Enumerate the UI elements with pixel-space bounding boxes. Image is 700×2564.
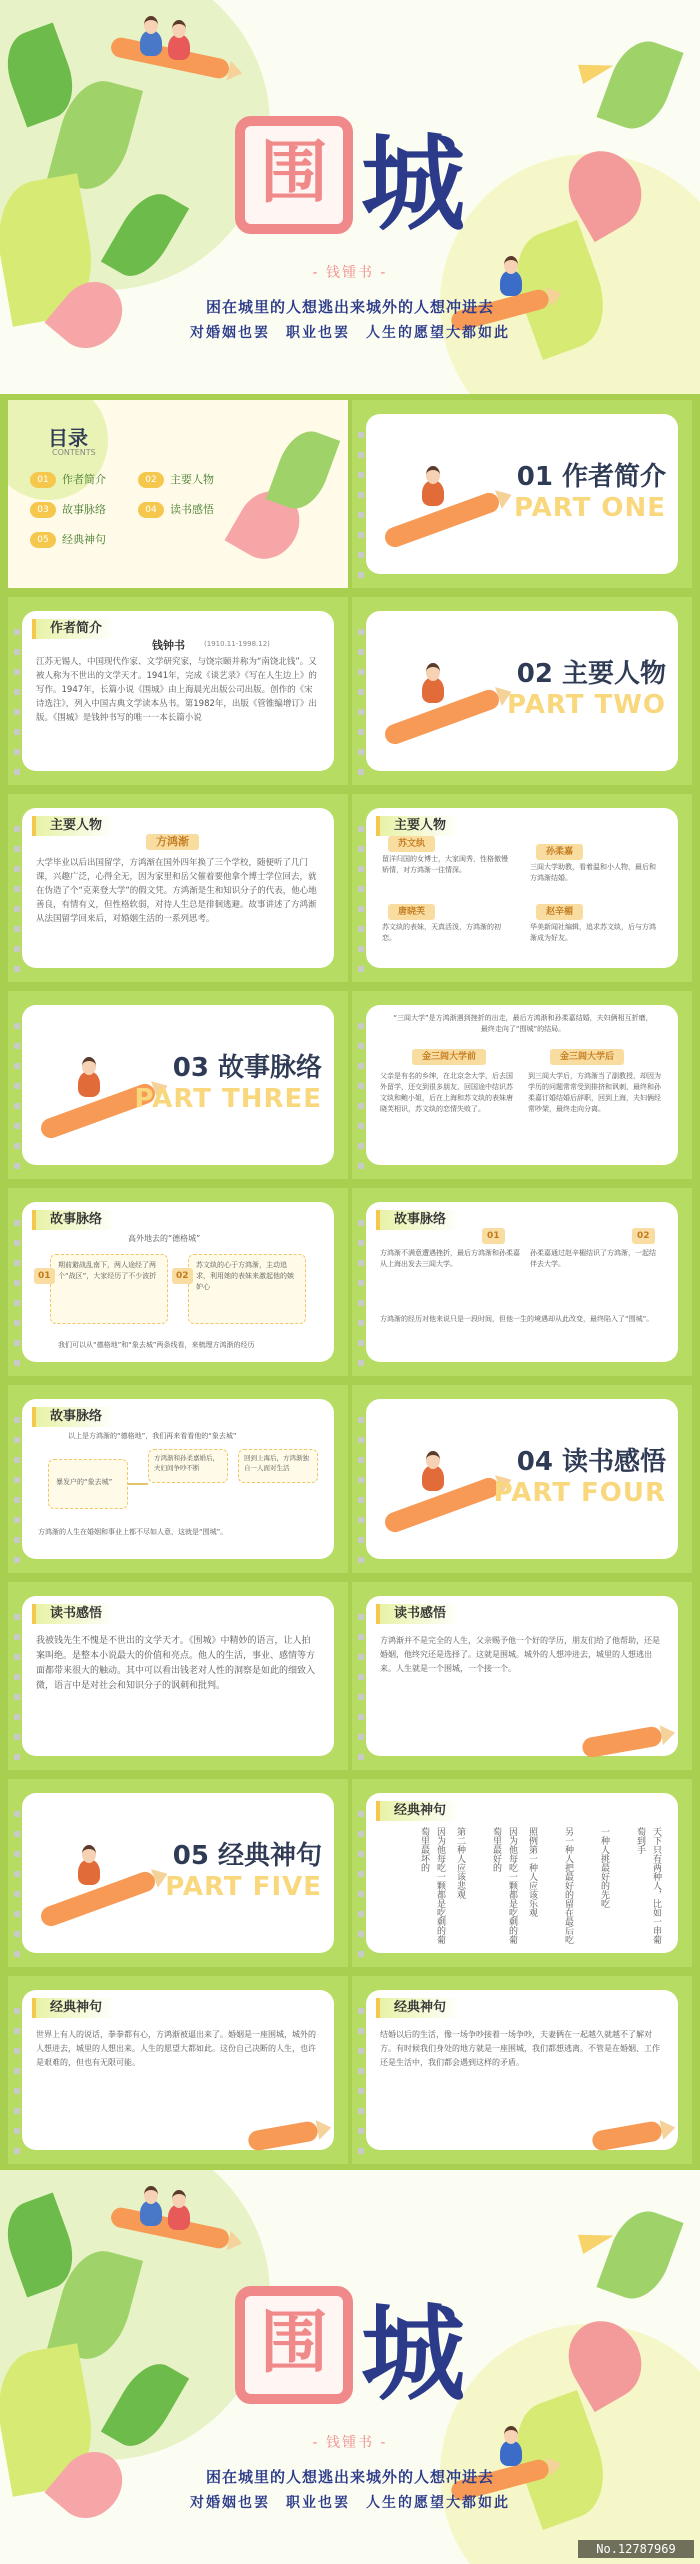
- section-number: 03 故事脉络: [172, 1053, 322, 1083]
- story-mid-1: 方鸿渐和孙柔嘉婚后，夫妇间争吵不断: [154, 1454, 219, 1472]
- slide-header: 主要人物: [32, 816, 116, 836]
- story-left: 方鸿渐不满意遭遇挫折，最后方鸿渐和孙柔嘉从上海出发去三闾大学。: [380, 1249, 520, 1268]
- slide-header: 故事脉络: [376, 1210, 460, 1230]
- story-tag: 01: [482, 1228, 505, 1244]
- title-char-2: 城: [360, 123, 465, 245]
- toc-number: 04: [138, 502, 164, 518]
- quote-column: 天下只有两种人，比如一串葡萄到手: [635, 1827, 661, 1944]
- story-left: 父亲是有名的乡绅，在北京念大学，后去国外留学，还交到很多朋友，回国途中结识苏文纨和鲍小姐，后在上海和苏文纨的表妹唐晓芙相识，苏文纨的恋情失败了。: [380, 1072, 513, 1113]
- kid-icon: [78, 1071, 100, 1097]
- slide-header: 作者简介: [32, 619, 116, 639]
- person-tag: 方鸿渐: [146, 834, 199, 850]
- author-slide: [8, 597, 348, 785]
- story-mid-2: 回到上海后，方鸿渐独自一人面对生活: [244, 1454, 309, 1472]
- quotes-slide-1: [352, 1779, 692, 1967]
- box-text: 苏文纨的心于方鸿渐，主动追求，利用她的表妹来激起他的嫉妒心: [196, 1261, 294, 1291]
- toc-number: 02: [138, 472, 164, 488]
- section-number: 02 主要人物: [516, 659, 666, 689]
- section-number: 05 经典神句: [172, 1841, 322, 1871]
- person-tag: 苏文纨: [388, 836, 435, 852]
- box-number: 01: [34, 1268, 55, 1284]
- kid-icon: [168, 2204, 190, 2230]
- person-text: 三闾大学助教，看着温和小人物，最后和方鸿渐结婚。: [530, 863, 656, 882]
- story-tag: 02: [632, 1228, 655, 1244]
- people-slide-1: [8, 794, 348, 982]
- story-left-label: 暴发户的“象去城”: [56, 1478, 113, 1486]
- kid-icon: [78, 1859, 100, 1885]
- quote-column: 因为他每吃一颗都是吃剩的葡萄里最好的: [491, 1827, 517, 1944]
- quote-column: 另一种人把最好的留在最后吃: [563, 1827, 573, 1944]
- box-number: 02: [172, 1268, 193, 1284]
- section-english: PART FOUR: [493, 1478, 666, 1508]
- kid-icon: [140, 30, 162, 56]
- cover-subtitle-1: 困在城里的人想逃出来城外的人想冲进去: [205, 2468, 494, 2486]
- story-tag: 金三闾大学前: [412, 1049, 486, 1065]
- toc-item-1[interactable]: [30, 470, 106, 490]
- toc-label: 故事脉络: [62, 503, 106, 516]
- story-bottom: 方鸿渐的人生在婚姻和事业上都不尽如人意，这就是“围城”。: [38, 1528, 228, 1536]
- person-tag: 唐晓芙: [388, 904, 435, 920]
- quote-text: 世界上有人的说话，拳拳都有心，方鸿渐被逼出来了。婚姻是一座围城，城外的人想进去，城里的人想出来。人生的愿望大都如此。这份自己决断的人生，也许是艰难的，但也有无限可能。: [36, 2030, 316, 2067]
- person-tag: 孙柔嘉: [536, 844, 583, 860]
- reading-slide-2: [352, 1582, 692, 1770]
- section-heading: [165, 1835, 322, 1902]
- toc-number: 05: [30, 532, 56, 548]
- quotes-slide-3: [352, 1976, 692, 2164]
- section-slide-04: [352, 1385, 692, 1573]
- section-english: PART FIVE: [165, 1872, 322, 1902]
- toc-label: 读书感悟: [170, 503, 214, 516]
- slide-header: 经典神句: [376, 1998, 460, 2018]
- section-number: 04 读书感悟: [516, 1447, 666, 1477]
- reading-text: 我被钱先生不愧是不世出的文学天才。《围城》中精妙的语言，让人拍案叫绝。是整本小说最大的价值和亮点。他人的生活，事业、感情等方面都带来很大的触动。其中可以看出钱老对人性的洞察是如此的细致入微，语言中是对社会和知识分子的讽刺和批判。: [36, 1636, 316, 1691]
- section-number: 01 作者简介: [516, 462, 666, 492]
- story-bottom: 我们可以从“德格地”和“象去城”两条线看，来梳理方鸿渐的经历: [58, 1341, 255, 1349]
- slide-header: 主要人物: [376, 816, 460, 836]
- kid-icon: [422, 1465, 444, 1491]
- slide-header: 读书感悟: [376, 1604, 460, 1624]
- quote-column: 照例第一种人应该乐观: [527, 1827, 537, 1917]
- story-tag: 金三闾大学后: [550, 1049, 624, 1065]
- reading-slide-1: [8, 1582, 348, 1770]
- story-intro: “三闾大学”是方鸿渐遇到挫折的出走，最后方鸿渐和孙柔嘉结婚，夫妇俩相互折磨，最终走向了“围城”的结局。: [393, 1014, 653, 1033]
- people-slide-2: [352, 794, 692, 982]
- slide-header: 故事脉络: [32, 1210, 116, 1230]
- slide-header: 读书感悟: [32, 1604, 116, 1624]
- quote-text: 结婚以后的生活，像一场争吵接着一场争吵，夫妻俩在一起越久就越不了解对方。有时候我们身处的地方就是一座围城，我们都想逃离。不管是在婚姻、工作还是生活中，我们都会遇到这样的矛盾。: [380, 2030, 660, 2067]
- story-right: 到三闾大学后，方鸿渐当了副教授，却因为学历的问题常常受到排挤和讽刺，最终和孙柔嘉订婚结婚后辞职，回到上海，夫妇俩经常吵架，最终走向分离。: [528, 1072, 661, 1113]
- slide-header: 经典神句: [32, 1998, 116, 2018]
- section-heading: [135, 1047, 322, 1114]
- cover-subtitle-1: 困在城里的人想逃出来城外的人想冲进去: [205, 298, 494, 316]
- toc-number: 01: [30, 472, 56, 488]
- section-english: PART TWO: [507, 690, 666, 720]
- kid-icon: [140, 2200, 162, 2226]
- quote-column: 一种人挑最好的先吃: [599, 1827, 609, 1908]
- person-text: 苏文纨的表妹，天真活泼，方鸿渐的初恋。: [382, 923, 501, 942]
- title-char-2: 城: [360, 2293, 465, 2415]
- title-char-1: 围: [235, 116, 353, 234]
- story-slide-4: [8, 1385, 348, 1573]
- cover-subtitle-2: 对婚姻也罢 职业也罢 人生的愿望大都如此: [190, 325, 510, 341]
- person-text: 华美新闻社编辑，追求苏文纨，后与方鸿渐成为好友。: [530, 923, 656, 942]
- section-english: PART ONE: [513, 493, 666, 523]
- section-slide-01: [352, 400, 692, 588]
- toc-item-3[interactable]: [30, 500, 106, 520]
- story-top: 高外地去的“德格城”: [128, 1234, 201, 1243]
- section-english: PART THREE: [134, 1084, 322, 1114]
- watermark-label: No.12787969: [578, 2540, 694, 2558]
- cover-slide-bottom: [0, 2170, 700, 2564]
- section-heading: [507, 653, 666, 720]
- toc-label: 作者简介: [62, 473, 106, 486]
- toc-title-en: CONTENTS: [52, 448, 96, 457]
- title-char-1: 围: [235, 2286, 353, 2404]
- story-top: 以上是方鸿渐的“德格地”，我们再来看看他的“象去城”: [68, 1432, 237, 1440]
- toc-label: 主要人物: [170, 473, 214, 486]
- author-text: 江苏无锡人，中国现代作家、文学研究家，与饶宗颐并称为“南饶北钱”。又被人称为不世出的文学天才。1941年，完成《谈艺录》《写在人生边上》的写作。1947年，长篇小说《围城》由上海晨光出版公司出版。创作的《宋诗选注》，列入中国古典文学读本丛书。第1982年，出版《管锥编增订》出版。《围城》是钱钟书写的唯一一本长篇小说: [36, 657, 317, 723]
- kid-icon: [422, 480, 444, 506]
- box-text: 期前避战乱南下，两人途经了两个“战区”，大家经历了不少波折: [58, 1261, 157, 1280]
- toc-label: 经典神句: [62, 533, 106, 546]
- toc-item-4[interactable]: [138, 500, 214, 520]
- kid-icon: [168, 34, 190, 60]
- quote-column: 第二种人应该悲观: [455, 1827, 465, 1899]
- story-slide-1: [352, 991, 692, 1179]
- section-slide-05: [8, 1779, 348, 1967]
- cover-author: - 钱锺书 -: [312, 265, 388, 281]
- toc-slide: [8, 400, 348, 588]
- toc-item-5[interactable]: [30, 530, 106, 550]
- cover-subtitle-2: 对婚姻也罢 职业也罢 人生的愿望大都如此: [190, 2495, 510, 2511]
- cover-title: [0, 2270, 700, 2420]
- quotes-slide-2: [8, 1976, 348, 2164]
- reading-text: 方鸿渐并不是完全的人生，父亲赐予他一个好的学历，朋友们给了他帮助，还是婚姻，他终究还是选择了。这就是围城。城外的人想冲进去，城里的人想逃出来。人生就是一个围城，一个接一个。: [380, 1636, 660, 1673]
- section-slide-03: [8, 991, 348, 1179]
- person-text: 留洋归国的女博士，大家闺秀，性格傲慢矫情，对方鸿渐一往情深。: [382, 855, 508, 874]
- connector-line: [128, 1483, 148, 1485]
- story-slide-3: [352, 1188, 692, 1376]
- author-years: (1910.11-1998.12): [204, 640, 270, 648]
- leaf-icon: [266, 424, 340, 516]
- person-text: 大学毕业以后出国留学，方鸿渐在国外四年换了三个学校，随便听了几门课，兴趣广泛，心得全无，因为家里和岳父催着要他拿个博士学位回去，就在伪造了个“克莱登大学”的假文凭。方鸿渐是生和知识分子的代表，他心地善良，有情有义，但性格软弱，对待人生总是徘徊逃避。故事讲述了方鸿渐从法国留学回来后，对婚姻生活的一系列思考。: [36, 858, 317, 924]
- story-slide-2: [8, 1188, 348, 1376]
- toc-title: 目录: [48, 426, 88, 450]
- toc-number: 03: [30, 502, 56, 518]
- story-bottom: 方鸿渐的经历对他来说只是一段时间，但他一生的境遇却从此改变，最终陷入了“围城”。: [380, 1315, 654, 1323]
- author-name: 钱钟书: [152, 639, 185, 652]
- cover-author: - 钱锺书 -: [312, 2435, 388, 2451]
- toc-item-2[interactable]: [138, 470, 214, 490]
- section-heading: [494, 1441, 666, 1508]
- section-slide-02: [352, 597, 692, 785]
- section-heading: [514, 456, 666, 523]
- story-right: 孙柔嘉通过赵辛楣结识了方鸿渐，一起结伴去大学。: [530, 1249, 656, 1268]
- cover-slide-top: [0, 0, 700, 394]
- slide-header: 经典神句: [376, 1801, 460, 1821]
- slide-header: 故事脉络: [32, 1407, 116, 1427]
- quote-column: 因为他每吃一颗都是吃剩的葡萄里最坏的: [419, 1827, 445, 1944]
- kid-icon: [422, 677, 444, 703]
- person-tag: 赵辛楣: [536, 904, 583, 920]
- cover-title: [0, 100, 700, 250]
